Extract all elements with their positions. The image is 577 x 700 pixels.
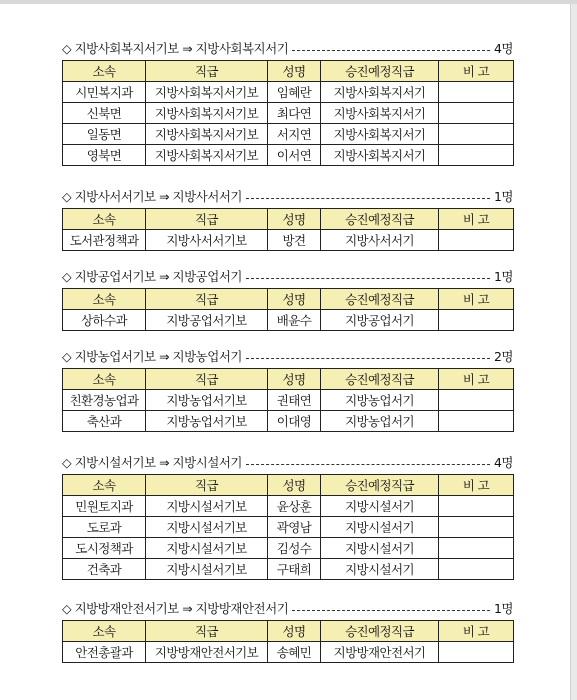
dashed-leader: [246, 358, 490, 359]
header-target-position: 승진예정직급: [321, 475, 439, 496]
section-count: 1명: [493, 601, 513, 616]
cell-target-position: 지방사회복지서기: [321, 145, 439, 166]
table-row: [63, 538, 514, 559]
cell-position: 지방사회복지서기보: [146, 124, 268, 145]
cell-target-position: 지방사회복지서기: [321, 103, 439, 124]
cell-name: 윤상훈: [268, 496, 321, 517]
header-affiliation: 소속: [63, 209, 146, 230]
promotion-section-2: [62, 186, 513, 251]
header-target-position: 승진예정직급: [321, 289, 439, 310]
promotion-table: [62, 208, 514, 251]
table-row: [63, 642, 514, 663]
cell-affiliation: 상하수과: [63, 310, 146, 331]
cell-name: 이대영: [268, 411, 321, 432]
table-row: [63, 124, 514, 145]
table-row: [63, 310, 514, 331]
header-name: 성명: [268, 61, 321, 82]
header-affiliation: 소속: [63, 61, 146, 82]
cell-target-position: 지방시설서기: [321, 559, 439, 580]
cell-affiliation: 도서관정책과: [63, 230, 146, 251]
section-count: 2명: [493, 349, 513, 364]
header-affiliation: 소속: [63, 289, 146, 310]
window-top-strip: [0, 0, 577, 4]
section-title-row: [62, 598, 513, 620]
section-count: 1명: [493, 269, 513, 284]
cell-affiliation: 영북면: [63, 145, 146, 166]
promotion-table: [62, 368, 514, 432]
cell-note: [439, 538, 514, 559]
table-row: [63, 230, 514, 251]
header-target-position: 승진예정직급: [321, 369, 439, 390]
cell-target-position: 지방시설서기: [321, 538, 439, 559]
header-target-position: 승진예정직급: [321, 621, 439, 642]
header-note: 비 고: [439, 289, 514, 310]
section-count: 1명: [493, 189, 513, 204]
header-note: 비 고: [439, 369, 514, 390]
cell-position: 지방시설서기보: [146, 538, 268, 559]
cell-affiliation: 도로과: [63, 517, 146, 538]
section-title-row: [62, 266, 513, 288]
section-title: ◇ 지방공업서기보 ⇒ 지방공업서기: [62, 269, 242, 284]
header-affiliation: 소속: [63, 369, 146, 390]
header-position: 직급: [146, 209, 268, 230]
table-header-row: [63, 369, 514, 390]
section-title: ◇ 지방시설서기보 ⇒ 지방시설서기: [62, 455, 242, 470]
header-note: 비 고: [439, 209, 514, 230]
cell-target-position: 지방사회복지서기: [321, 124, 439, 145]
dashed-leader: [246, 278, 490, 279]
dashed-leader: [246, 464, 490, 465]
header-name: 성명: [268, 475, 321, 496]
cell-position: 지방시설서기보: [146, 517, 268, 538]
cell-affiliation: 축산과: [63, 411, 146, 432]
section-title-row: [62, 452, 513, 474]
table-row: [63, 390, 514, 411]
cell-target-position: 지방농업서기: [321, 390, 439, 411]
table-row: [63, 517, 514, 538]
header-note: 비 고: [439, 475, 514, 496]
cell-name: 송혜민: [268, 642, 321, 663]
cell-position: 지방공업서기보: [146, 310, 268, 331]
cell-affiliation: 일동면: [63, 124, 146, 145]
table-row: [63, 82, 514, 103]
header-name: 성명: [268, 369, 321, 390]
cell-name: 방견: [268, 230, 321, 251]
cell-note: [439, 411, 514, 432]
cell-note: [439, 390, 514, 411]
promotion-table: [62, 620, 514, 663]
section-title-row: [62, 38, 513, 60]
cell-note: [439, 496, 514, 517]
table-row: [63, 496, 514, 517]
cell-note: [439, 230, 514, 251]
section-title: ◇ 지방농업서기보 ⇒ 지방농업서기: [62, 349, 242, 364]
header-name: 성명: [268, 289, 321, 310]
header-target-position: 승진예정직급: [321, 209, 439, 230]
cell-name: 서지연: [268, 124, 321, 145]
cell-affiliation: 도시정책과: [63, 538, 146, 559]
cell-position: 지방사서서기보: [146, 230, 268, 251]
section-title: ◇ 지방사회복지서기보 ⇒ 지방사회복지서기: [62, 41, 289, 56]
cell-target-position: 지방시설서기: [321, 496, 439, 517]
header-note: 비 고: [439, 61, 514, 82]
cell-name: 임혜란: [268, 82, 321, 103]
cell-note: [439, 642, 514, 663]
promotion-table: [62, 474, 514, 580]
cell-name: 구태희: [268, 559, 321, 580]
cell-note: [439, 124, 514, 145]
cell-name: 최다연: [268, 103, 321, 124]
promotion-table: [62, 288, 514, 331]
cell-target-position: 지방방재안전서기: [321, 642, 439, 663]
table-header-row: [63, 475, 514, 496]
table-row: [63, 559, 514, 580]
cell-position: 지방사회복지서기보: [146, 82, 268, 103]
section-count: 4명: [493, 455, 513, 470]
cell-position: 지방시설서기보: [146, 496, 268, 517]
cell-target-position: 지방시설서기: [321, 517, 439, 538]
dashed-leader: [246, 198, 490, 199]
cell-position: 지방방재안전서기보: [146, 642, 268, 663]
cell-target-position: 지방공업서기: [321, 310, 439, 331]
table-row: [63, 103, 514, 124]
dashed-leader: [292, 610, 490, 611]
header-affiliation: 소속: [63, 621, 146, 642]
cell-note: [439, 310, 514, 331]
table-header-row: [63, 209, 514, 230]
cell-affiliation: 안전총괄과: [63, 642, 146, 663]
cell-target-position: 지방농업서기: [321, 411, 439, 432]
cell-target-position: 지방사회복지서기: [321, 82, 439, 103]
table-header-row: [63, 61, 514, 82]
section-count: 4명: [493, 41, 513, 56]
promotion-section-3: [62, 266, 513, 331]
cell-target-position: 지방사서서기: [321, 230, 439, 251]
table-header-row: [63, 289, 514, 310]
cell-note: [439, 559, 514, 580]
cell-name: 이서연: [268, 145, 321, 166]
cell-affiliation: 시민복지과: [63, 82, 146, 103]
dashed-leader: [292, 50, 490, 51]
promotion-section-4: [62, 346, 513, 432]
header-name: 성명: [268, 621, 321, 642]
cell-position: 지방농업서기보: [146, 390, 268, 411]
header-target-position: 승진예정직급: [321, 61, 439, 82]
cell-name: 권태연: [268, 390, 321, 411]
section-title: ◇ 지방방재안전서기보 ⇒ 지방방재안전서기: [62, 601, 289, 616]
header-position: 직급: [146, 475, 268, 496]
promotion-section-1: [62, 38, 513, 166]
header-name: 성명: [268, 209, 321, 230]
cell-position: 지방사회복지서기보: [146, 103, 268, 124]
cell-position: 지방시설서기보: [146, 559, 268, 580]
header-position: 직급: [146, 369, 268, 390]
cell-position: 지방농업서기보: [146, 411, 268, 432]
section-title-row: [62, 346, 513, 368]
cell-affiliation: 친환경농업과: [63, 390, 146, 411]
header-position: 직급: [146, 621, 268, 642]
header-note: 비 고: [439, 621, 514, 642]
cell-name: 곽영남: [268, 517, 321, 538]
table-header-row: [63, 621, 514, 642]
cell-affiliation: 건축과: [63, 559, 146, 580]
cell-name: 배윤수: [268, 310, 321, 331]
cell-name: 김성수: [268, 538, 321, 559]
section-title-row: [62, 186, 513, 208]
cell-position: 지방사회복지서기보: [146, 145, 268, 166]
header-position: 직급: [146, 61, 268, 82]
cell-affiliation: 민원토지과: [63, 496, 146, 517]
cell-note: [439, 103, 514, 124]
promotion-section-5: [62, 452, 513, 580]
cell-affiliation: 신북면: [63, 103, 146, 124]
table-row: [63, 145, 514, 166]
cell-note: [439, 145, 514, 166]
section-title: ◇ 지방사서서기보 ⇒ 지방사서서기: [62, 189, 242, 204]
header-position: 직급: [146, 289, 268, 310]
cell-note: [439, 517, 514, 538]
promotion-section-6: [62, 598, 513, 663]
table-row: [63, 411, 514, 432]
cell-note: [439, 82, 514, 103]
header-affiliation: 소속: [63, 475, 146, 496]
promotion-table: [62, 60, 514, 166]
